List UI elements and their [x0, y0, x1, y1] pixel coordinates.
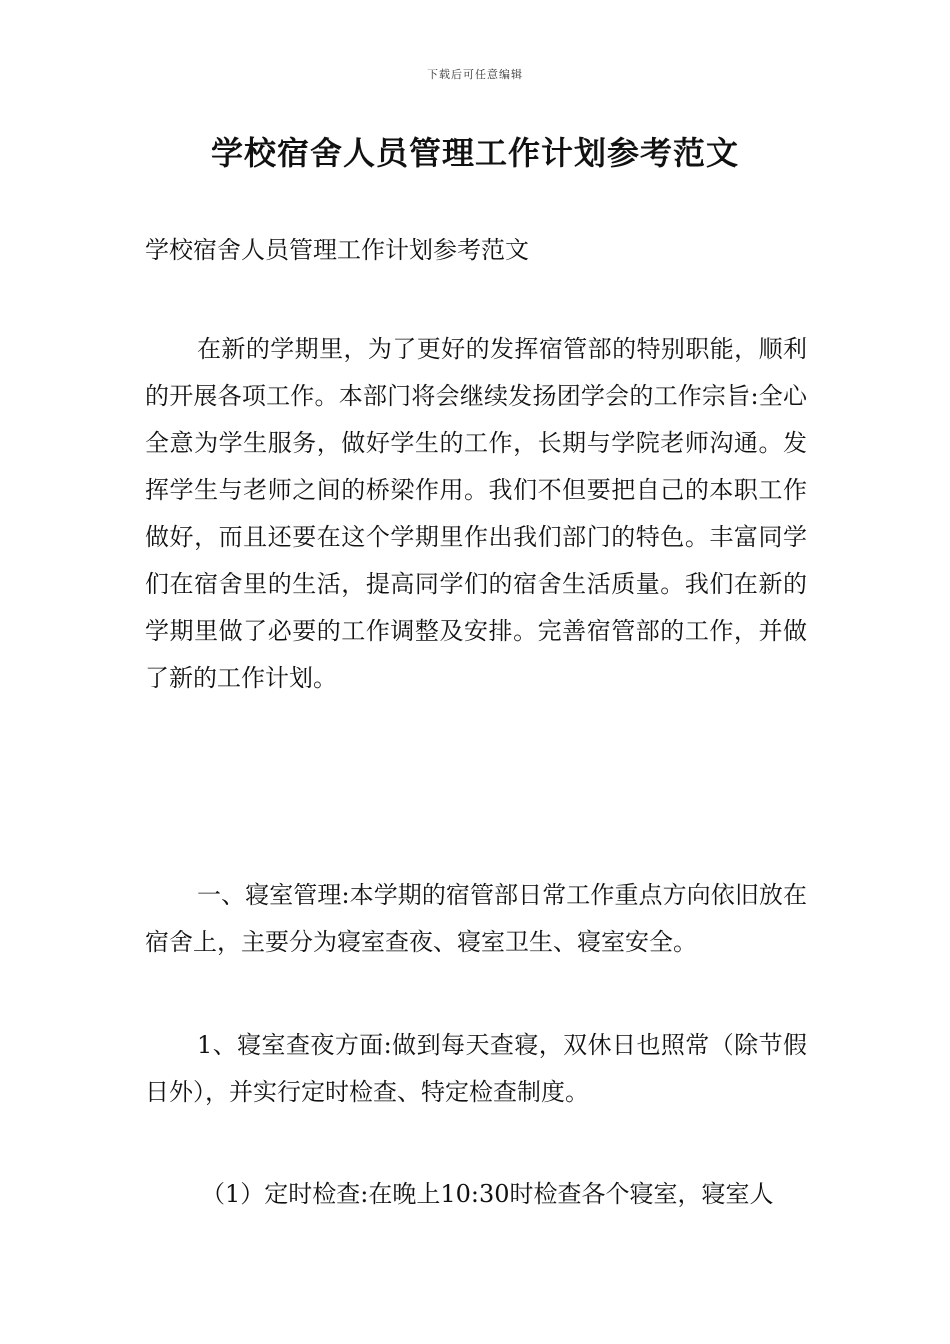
document-title: 学校宿舍人员管理工作计划参考范文: [210, 134, 739, 172]
paragraph-night-check: 1、寝室查夜方面:做到每天查寝，双休日也照常（除节假日外），并实行定时检查、特定检查制度。: [145, 1031, 807, 1106]
document-subtitle: 学校宿舍人员管理工作计划参考范文: [145, 236, 529, 264]
header-note: 下载后可任意编辑: [427, 68, 523, 81]
paragraph-intro: 在新的学期里，为了更好的发挥宿管部的特别职能，顺利的开展各项工作。本部门将会继续发扬团学会的工作宗旨:全心全意为学生服务，做好学生的工作，长期与学院老师沟通。发挥学生与老师之间的桥梁作用。我们不但要把自己的本职工作做好，而且还要在这个学期里作出我们部门的特色。丰富同学们在宿舍里的生活，提高同学们的宿舍生活质量。我们在新的学期里做了必要的工作调整及安排。完善宿管部的工作，并做了新的工作计划。: [145, 335, 807, 692]
paragraph-dorm-management: 一、寝室管理:本学期的宿管部日常工作重点方向依旧放在宿舍上，主要分为寝室查夜、寝室卫生、寝室安全。: [145, 881, 807, 956]
paragraph-scheduled-check: （1）定时检查:在晚上10:30时检查各个寝室，寝室人: [201, 1180, 774, 1208]
